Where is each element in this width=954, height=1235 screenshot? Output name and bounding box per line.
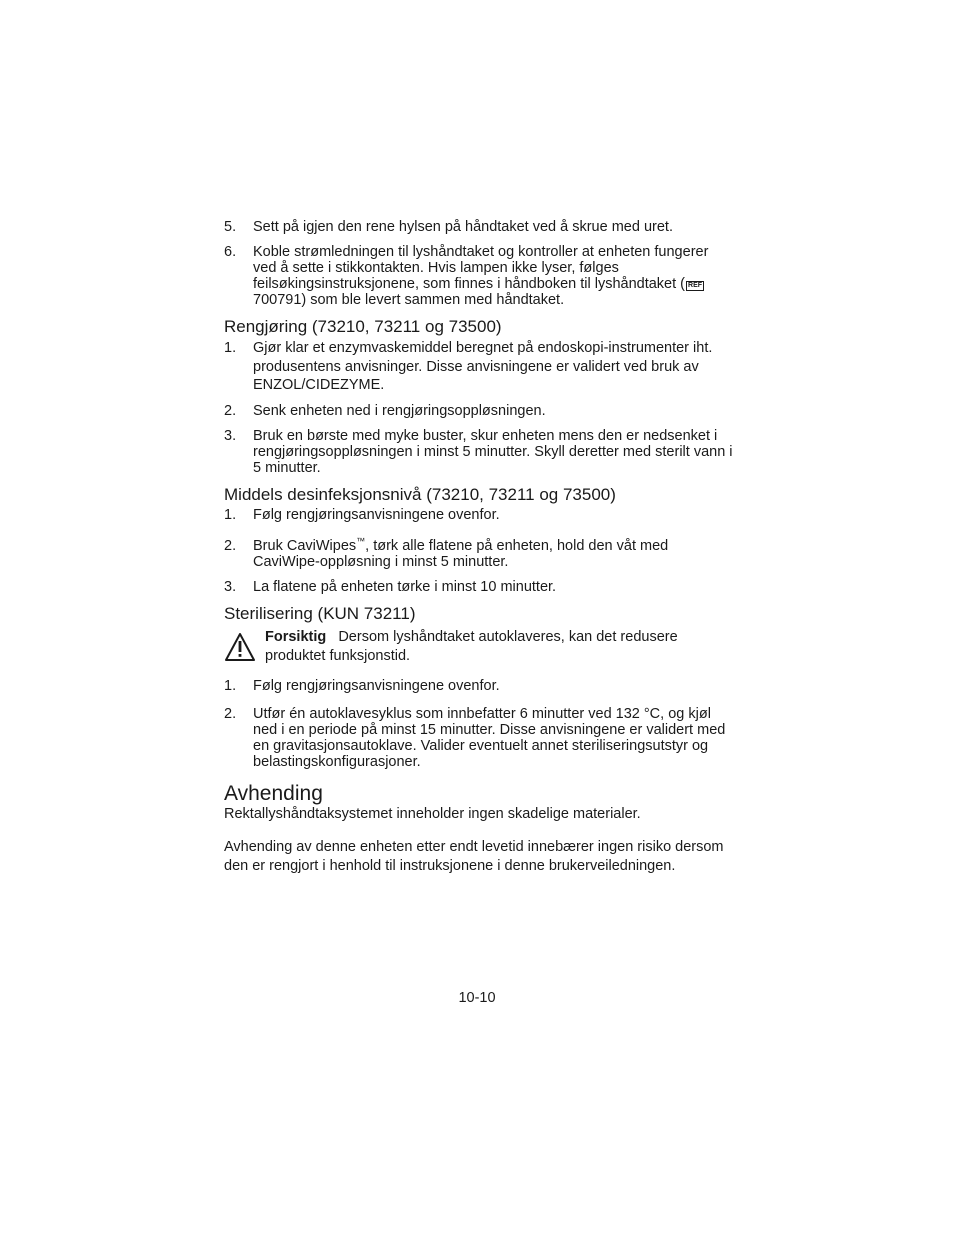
- list-item: [224, 428, 734, 476]
- page-number: 10-10: [458, 990, 496, 1006]
- list-item: [224, 219, 734, 235]
- list-item: [224, 507, 734, 523]
- list-item: [224, 579, 734, 595]
- list-number: 5.: [224, 219, 237, 235]
- list-text: Følg rengjøringsanvisningene ovenfor.: [253, 677, 500, 694]
- list-item: [224, 678, 734, 694]
- list-item: [224, 535, 734, 570]
- list-number: 1.: [224, 340, 237, 356]
- section-heading: Middels desinfeksjonsnivå (73210, 73211 og 73500): [224, 484, 616, 504]
- ref-symbol-icon: REF: [688, 282, 703, 289]
- list-text: Utfør én autoklavesyklus som innbefatter 6 minutter ved 132 °C, og kjøl ned i en periode på minst 15 minutter. Disse anvisningene er validert med en gravitasjonsautoklave. Valider eventuelt annet steriliseringsutstyr og belastingskonfigurasjoner.: [253, 705, 726, 770]
- list-number: 2.: [224, 537, 237, 554]
- list-text: 700791) som ble levert sammen med håndtaket.: [253, 292, 565, 308]
- list-text: Koble strømledningen til lyshåndtaket og kontroller at enheten fungerer ved å sette i stikkontakten. Hvis lampen ikke lyser, følges feilsøkingsinstruksjonene, som finnes i håndboken til lyshåndtaket (: [253, 244, 709, 292]
- disposal-heading: Avhending: [224, 781, 323, 805]
- warning-triangle-icon: [224, 632, 256, 662]
- list-text: Gjør klar et enzymvaskemiddel beregnet på endoskopi-instrumenter iht. produsentens anvisninger. Disse anvisningene er validert ved bruk av ENZOL/CIDEZYME.: [253, 340, 713, 393]
- section-heading: Rengjøring (73210, 73211 og 73500): [224, 317, 502, 336]
- list-number: 3.: [224, 578, 237, 595]
- list-number: 1.: [224, 677, 237, 694]
- section-heading: Sterilisering (KUN 73211): [224, 603, 416, 623]
- disposal-paragraph: Rektallyshåndtaksystemet inneholder ingen skadelige materialer.: [224, 805, 641, 822]
- list-text: Bruk en børste med myke buster, skur enheten mens den er nedsenket i rengjøringsoppløsningen i minst 5 minutter. Skyll deretter med sterilt vann i 5 minutter.: [253, 427, 733, 476]
- disposal-paragraph: Avhending av denne enheten etter endt levetid innebærer ingen risiko dersom den er rengjort i henhold til instruksjonene i denne brukerveiledningen.: [224, 838, 724, 874]
- list-number: 1.: [224, 506, 237, 523]
- caution-label: Forsiktig: [265, 628, 327, 645]
- list-text: Sett på igjen den rene hylsen på håndtaket ved å skrue med uret.: [253, 219, 673, 235]
- list-number: 3.: [224, 427, 237, 444]
- list-text: , tørk alle flatene på enheten, hold den våt med CaviWipe-oppløsning i minst 5 minutter.: [253, 537, 669, 570]
- list-number: 2.: [224, 705, 237, 722]
- document-body: [224, 219, 734, 876]
- list-item: [224, 706, 734, 770]
- list-number: 2.: [224, 402, 237, 419]
- trademark-symbol: ™: [356, 535, 366, 546]
- list-text: Bruk CaviWipes: [253, 537, 357, 554]
- list-text: Følg rengjøringsanvisningene ovenfor.: [253, 506, 500, 523]
- list-text: Senk enheten ned i rengjøringsoppløsningen.: [253, 402, 546, 419]
- list-item: [224, 244, 734, 308]
- caution-text: Dersom lyshåndtaket autoklaveres, kan det redusere produktet funksjonstid.: [265, 628, 678, 664]
- list-text: La flatene på enheten tørke i minst 10 minutter.: [253, 578, 557, 595]
- list-item: [224, 339, 734, 395]
- list-item: [224, 403, 734, 419]
- list-number: 6.: [224, 244, 237, 260]
- caution-note: [224, 628, 734, 666]
